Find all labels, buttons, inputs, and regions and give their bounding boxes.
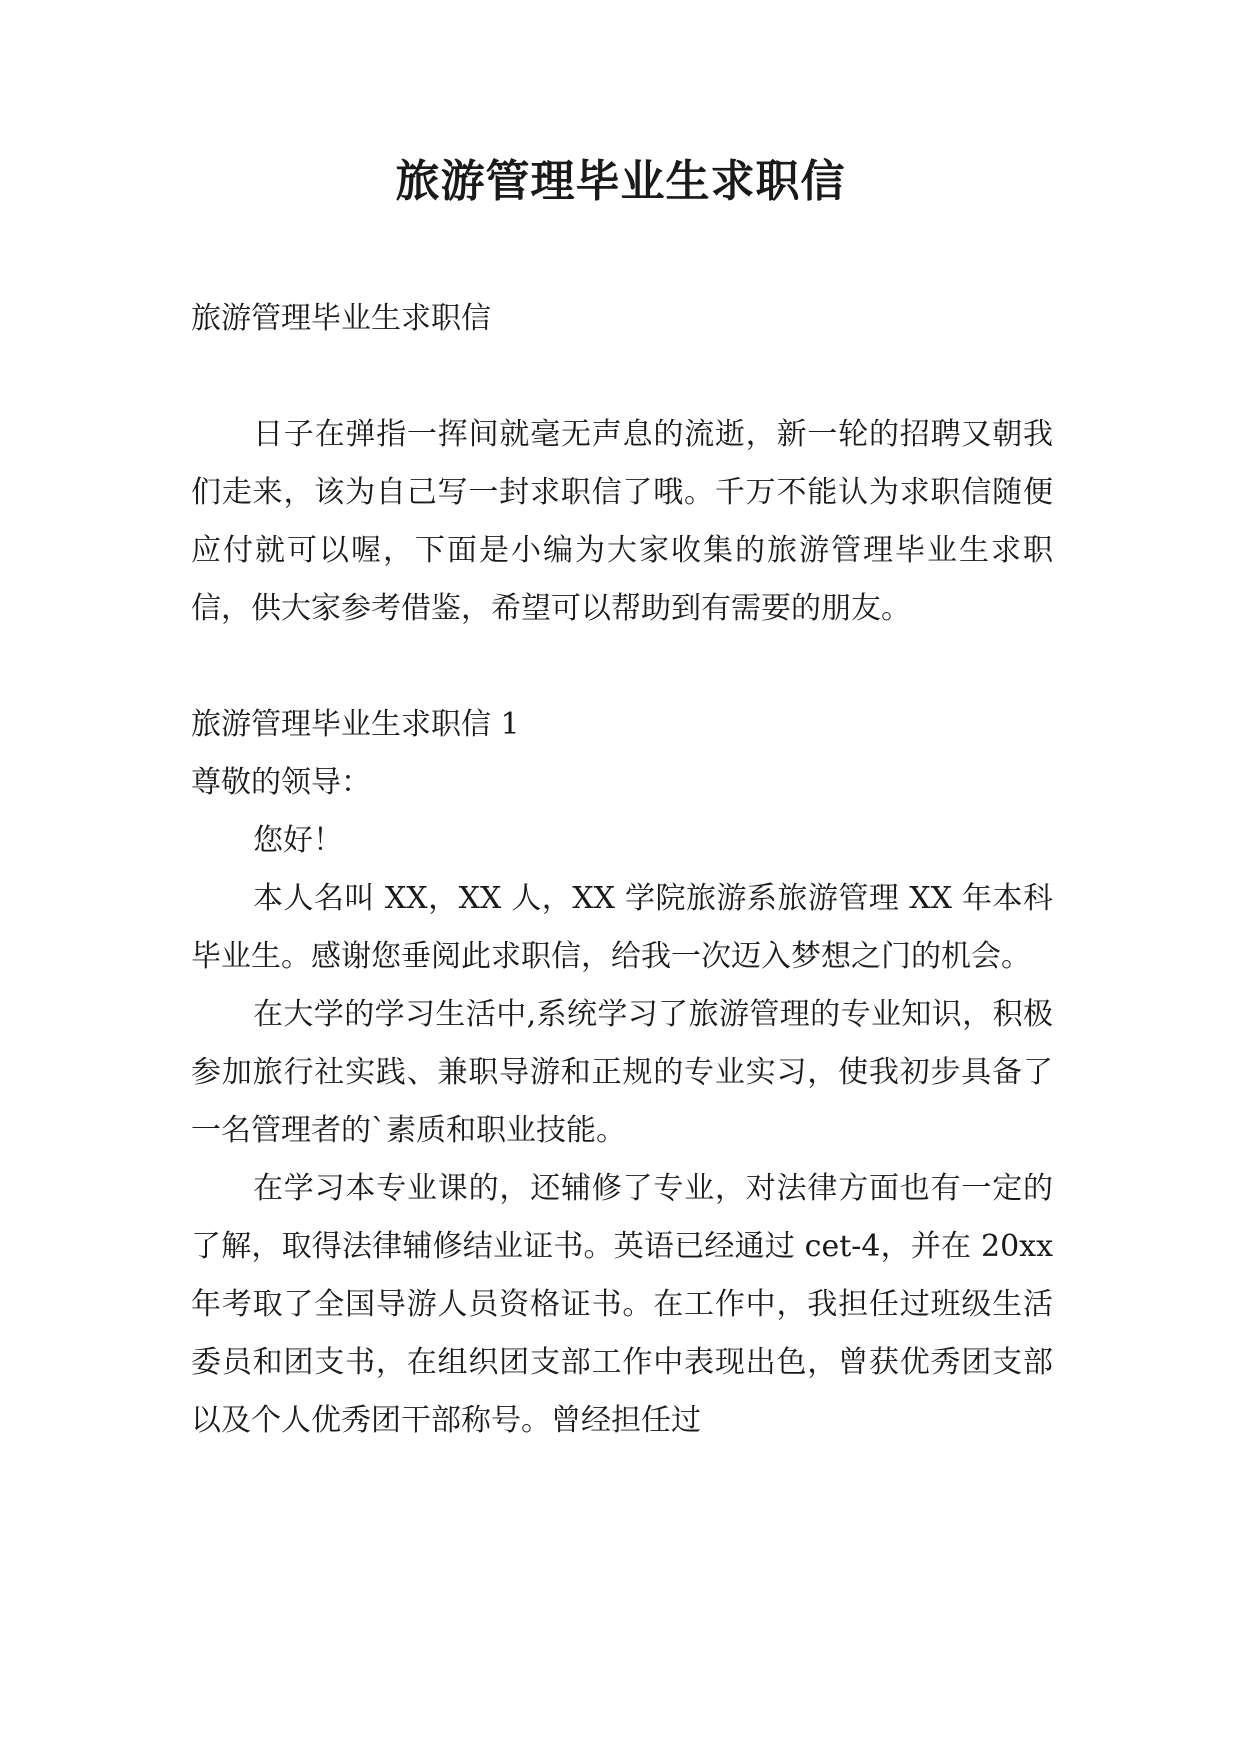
document-subtitle: 旅游管理毕业生求职信: [191, 301, 491, 336]
greeting: 您好！: [253, 823, 343, 858]
document-title: 旅游管理毕业生求职信: [395, 156, 846, 207]
letter-heading: 旅游管理毕业生求职信 1: [191, 707, 520, 742]
salutation: 尊敬的领导：: [191, 765, 371, 800]
body-paragraph: 本人名叫 XX，XX 人，XX 学院旅游系旅游管理 XX 年本科毕业生。感谢您垂阅此求职信，给我一次迈入梦想之门的机会。: [191, 881, 1053, 974]
document-body: [191, 290, 1053, 1450]
intro-paragraph: 日子在弹指一挥间就毫无声息的流逝，新一轮的招聘又朝我们走来，该为自己写一封求职信了哦。千万不能认为求职信随便应付就可以喔，下面是小编为大家收集的旅游管理毕业生求职信，供大家参考借鉴，希望可以帮助到有需要的朋友。: [191, 417, 1053, 626]
body-paragraph: 在学习本专业课的，还辅修了专业，对法律方面也有一定的了解，取得法律辅修结业证书。英语已经通过 cet-4，并在 20xx 年考取了全国导游人员资格证书。在工作中，我担任过班级生活委员和团支书，在组织团支部工作中表现出色，曾获优秀团支部以及个人优秀团干部称号。曾经担任过: [191, 1171, 1053, 1438]
body-paragraph: 在大学的学习生活中,系统学习了旅游管理的专业知识，积极参加旅行社实践、兼职导游和正规的专业实习，使我初步具备了一名管理者的`素质和职业技能。: [191, 997, 1053, 1148]
